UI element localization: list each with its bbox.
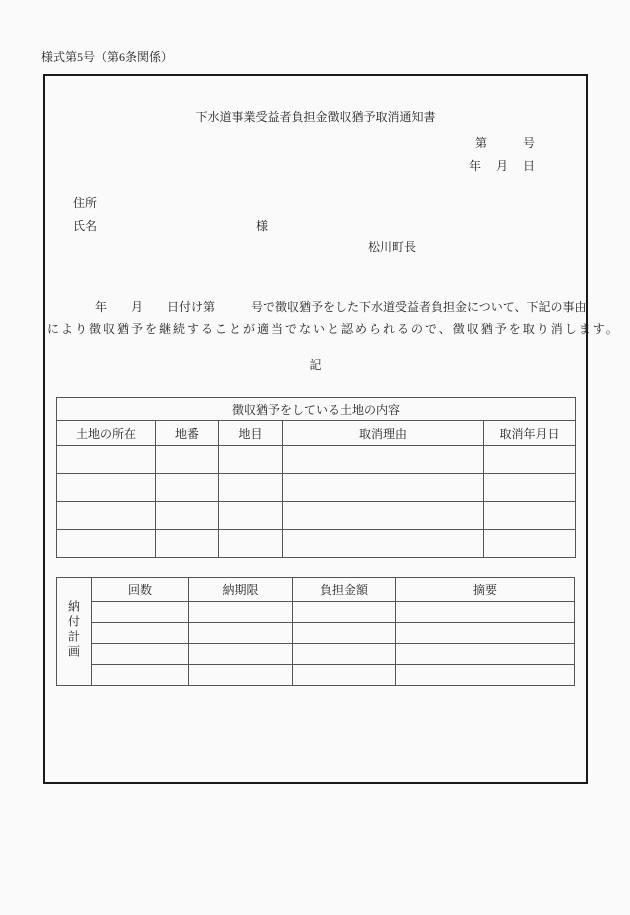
address-label: 住所	[73, 196, 98, 210]
table-cell	[484, 502, 576, 530]
table-row	[57, 502, 576, 530]
name-label: 氏名	[73, 219, 98, 233]
column-header-remarks: 摘要	[396, 578, 575, 602]
table-cell	[57, 530, 156, 558]
table-cell	[219, 446, 283, 474]
table-cell	[219, 474, 283, 502]
table-row	[57, 665, 575, 686]
table-cell	[283, 474, 484, 502]
table-cell	[92, 665, 189, 686]
land-table-title-row	[57, 398, 576, 421]
table-row	[57, 602, 575, 623]
payment-plan-row-header	[57, 578, 92, 686]
table-row	[57, 530, 576, 558]
table-cell	[396, 623, 575, 644]
table-cell	[396, 665, 575, 686]
payment-plan-table	[56, 577, 575, 686]
column-header-lot-number: 地番	[156, 421, 219, 446]
table-cell	[293, 665, 396, 686]
table-cell	[189, 602, 293, 623]
table-cell	[156, 530, 219, 558]
table-cell	[57, 502, 156, 530]
column-header-due-date: 納期限	[189, 578, 293, 602]
table-cell	[396, 602, 575, 623]
sender-name: 松川町長	[368, 240, 417, 254]
table-cell	[189, 665, 293, 686]
document-number-line: 第 号	[474, 136, 535, 150]
table-row	[57, 644, 575, 665]
column-header-charge-amount: 負担金額	[293, 578, 396, 602]
table-cell	[57, 446, 156, 474]
column-header-cancel-date: 取消年月日	[484, 421, 576, 446]
table-cell	[484, 530, 576, 558]
body-paragraph	[47, 296, 620, 340]
table-cell	[57, 474, 156, 502]
table-row	[57, 446, 576, 474]
column-header-installment: 回数	[92, 578, 189, 602]
document-title: 下水道事業受益者負担金徴収猶予取消通知書	[195, 110, 436, 124]
table-cell	[156, 474, 219, 502]
table-cell	[156, 502, 219, 530]
table-cell	[484, 474, 576, 502]
land-table-header-row	[57, 421, 576, 446]
body-line-1: 年 月 日付け第 号で徴収猶予をした下水道受益者負担金について、下記の事由	[47, 300, 587, 314]
table-cell	[293, 602, 396, 623]
table-cell	[189, 623, 293, 644]
table-cell	[189, 644, 293, 665]
column-header-land-location: 土地の所在	[57, 421, 156, 446]
payment-table-header-row	[57, 578, 575, 602]
table-cell	[283, 530, 484, 558]
table-cell	[293, 623, 396, 644]
form-number-label: 様式第5号（第6条関係）	[41, 50, 174, 64]
table-cell	[156, 446, 219, 474]
payment-plan-vertical-label: 納付計画	[66, 599, 81, 660]
table-row	[57, 623, 575, 644]
land-table-title: 徴収猶予をしている土地の内容	[57, 398, 576, 421]
table-cell	[92, 602, 189, 623]
table-cell	[92, 623, 189, 644]
table-cell	[283, 446, 484, 474]
table-row	[57, 474, 576, 502]
body-line-2: により徴収猶予を継続することが適当でないと認められるので、徴収猶予を取り消します。	[47, 322, 620, 336]
table-cell	[92, 644, 189, 665]
table-cell	[219, 530, 283, 558]
table-cell	[283, 502, 484, 530]
table-cell	[293, 644, 396, 665]
land-table	[56, 397, 576, 558]
table-cell	[484, 446, 576, 474]
honorific-label: 様	[256, 219, 269, 233]
document-date-line: 年 月 日	[468, 159, 535, 173]
column-header-land-category: 地目	[219, 421, 283, 446]
record-heading: 記	[309, 358, 322, 372]
table-cell	[396, 644, 575, 665]
document-frame	[43, 74, 620, 784]
column-header-cancel-reason: 取消理由	[283, 421, 484, 446]
table-cell	[219, 502, 283, 530]
